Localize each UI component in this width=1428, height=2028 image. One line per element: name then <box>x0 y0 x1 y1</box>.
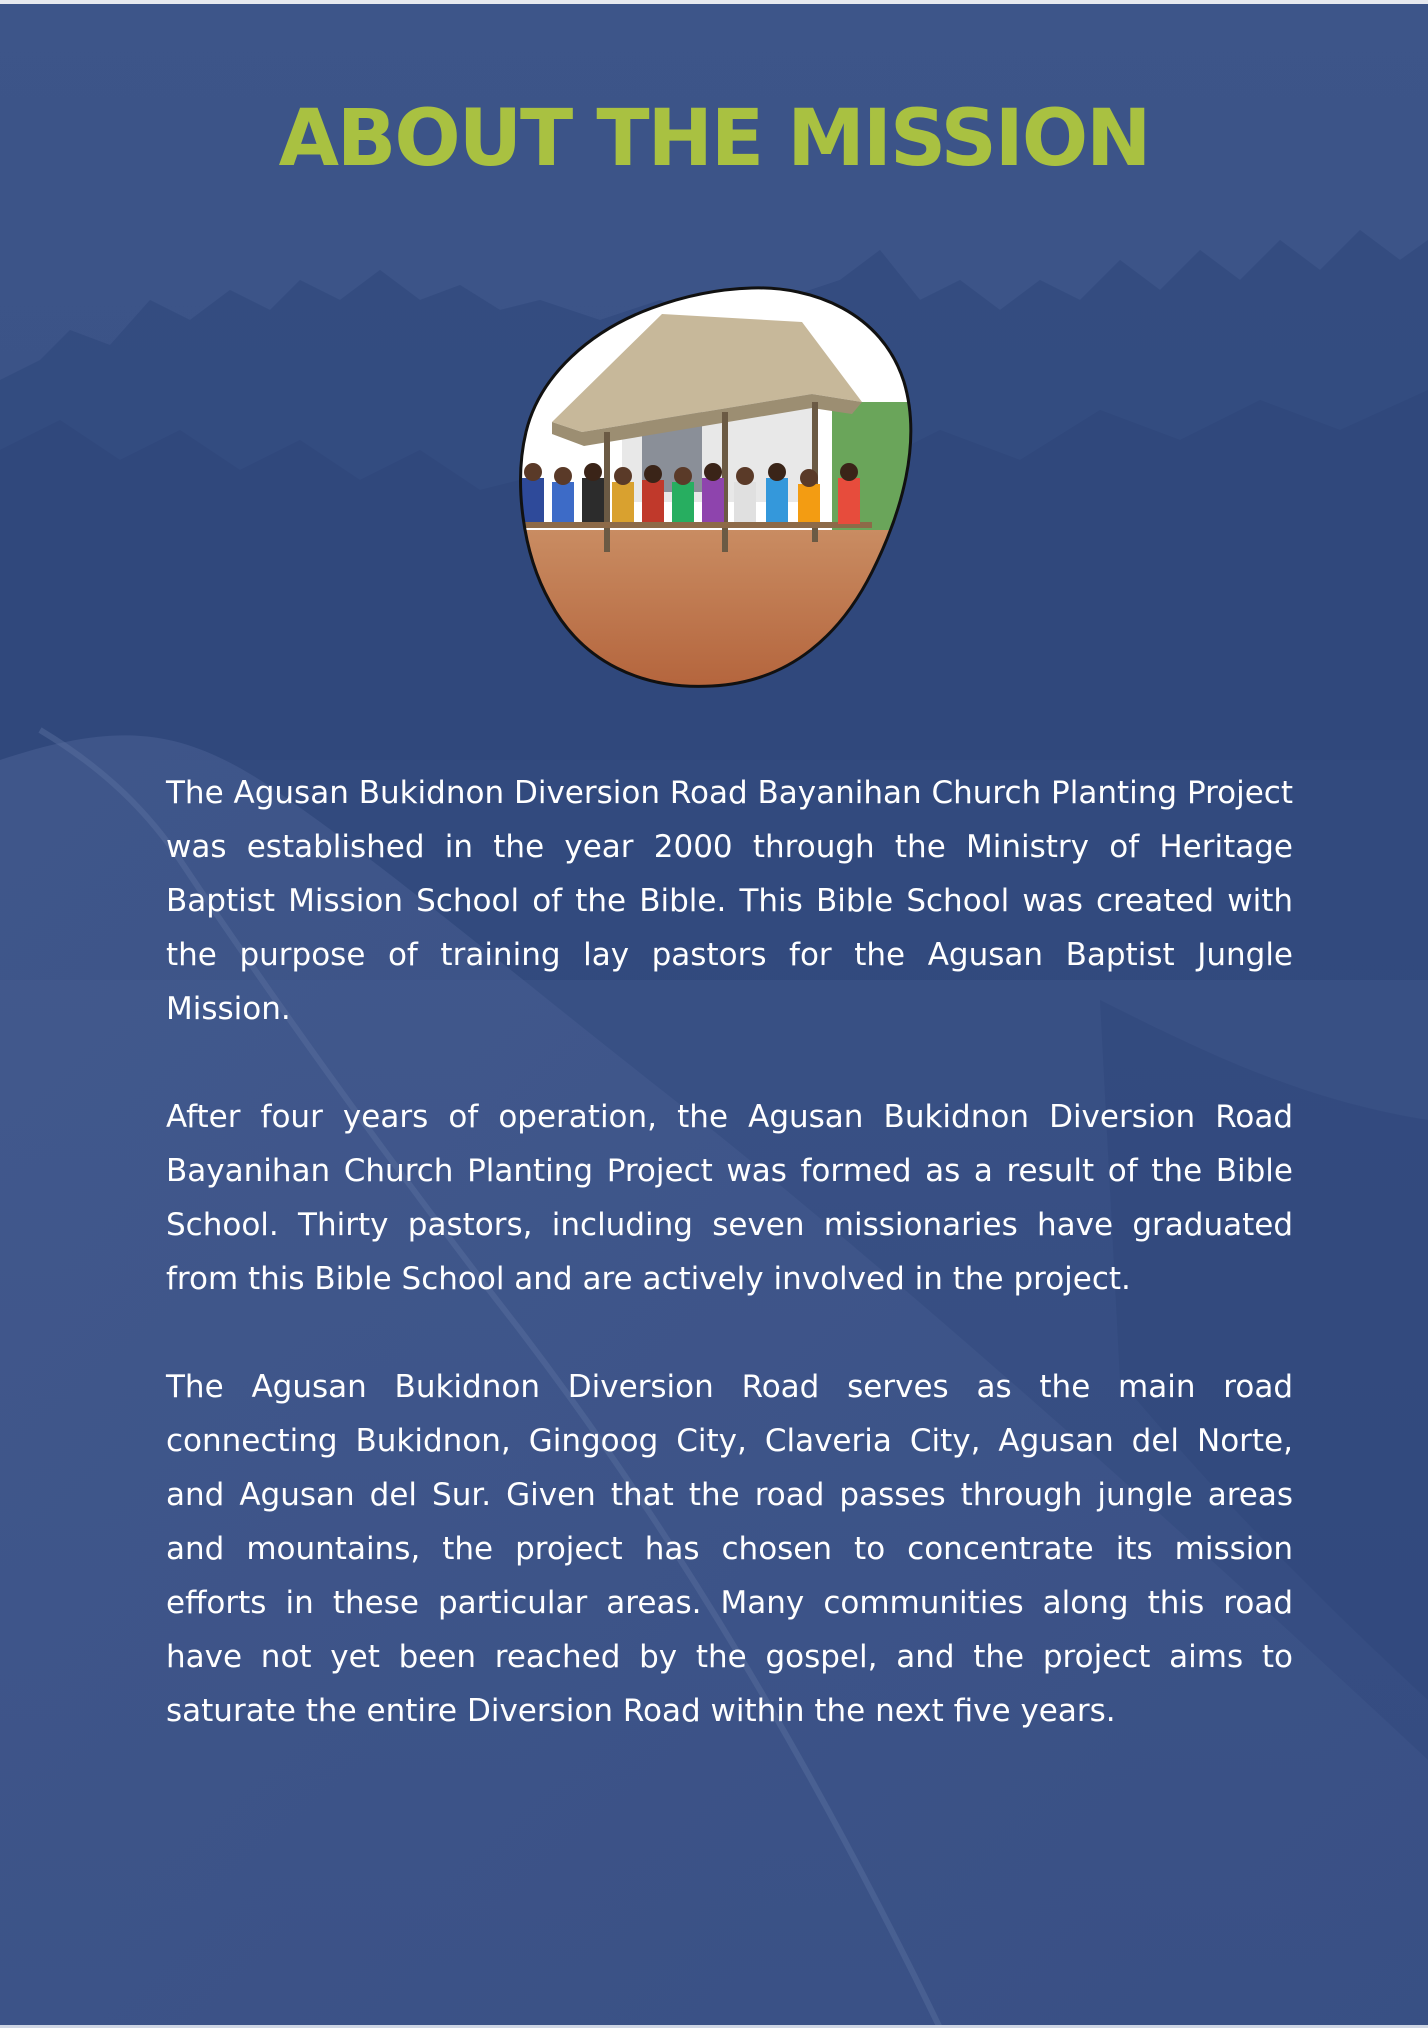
page-title: ABOUT THE MISSION <box>278 94 1150 184</box>
mission-body <box>166 766 1293 1792</box>
top-rule <box>0 0 1428 4</box>
paragraph-road: The Agusan Bukidnon Diversion Road serves as the main road connecting Bukidnon, Gingoog City, Claveria City, Agusan del Norte, and Agusan del Sur. Given that the road passes through jungle areas and mountains, the project has chosen to concentrate its mission efforts in these particular areas. Many communities along this road have not yet been reached by the gospel, and the project aims to saturate the entire Diversion Road within the next five years. <box>166 1369 1293 1729</box>
church-hut-photo <box>512 282 916 690</box>
paragraph-history: The Agusan Bukidnon Diversion Road Bayanihan Church Planting Project was established in the year 2000 through the Ministry of Heritage Baptist Mission School of the Bible. This Bible School was created with the purpose of training lay pastors for the Agusan Baptist Jungle Mission. <box>166 775 1294 1027</box>
paragraph-formation: After four years of operation, the Agusan Bukidnon Diversion Road Bayanihan Church Planting Project was formed as a result of the Bible School. Thirty pastors, including seven missionaries have graduated from this Bible School and are actively involved in the project. <box>166 1099 1293 1297</box>
